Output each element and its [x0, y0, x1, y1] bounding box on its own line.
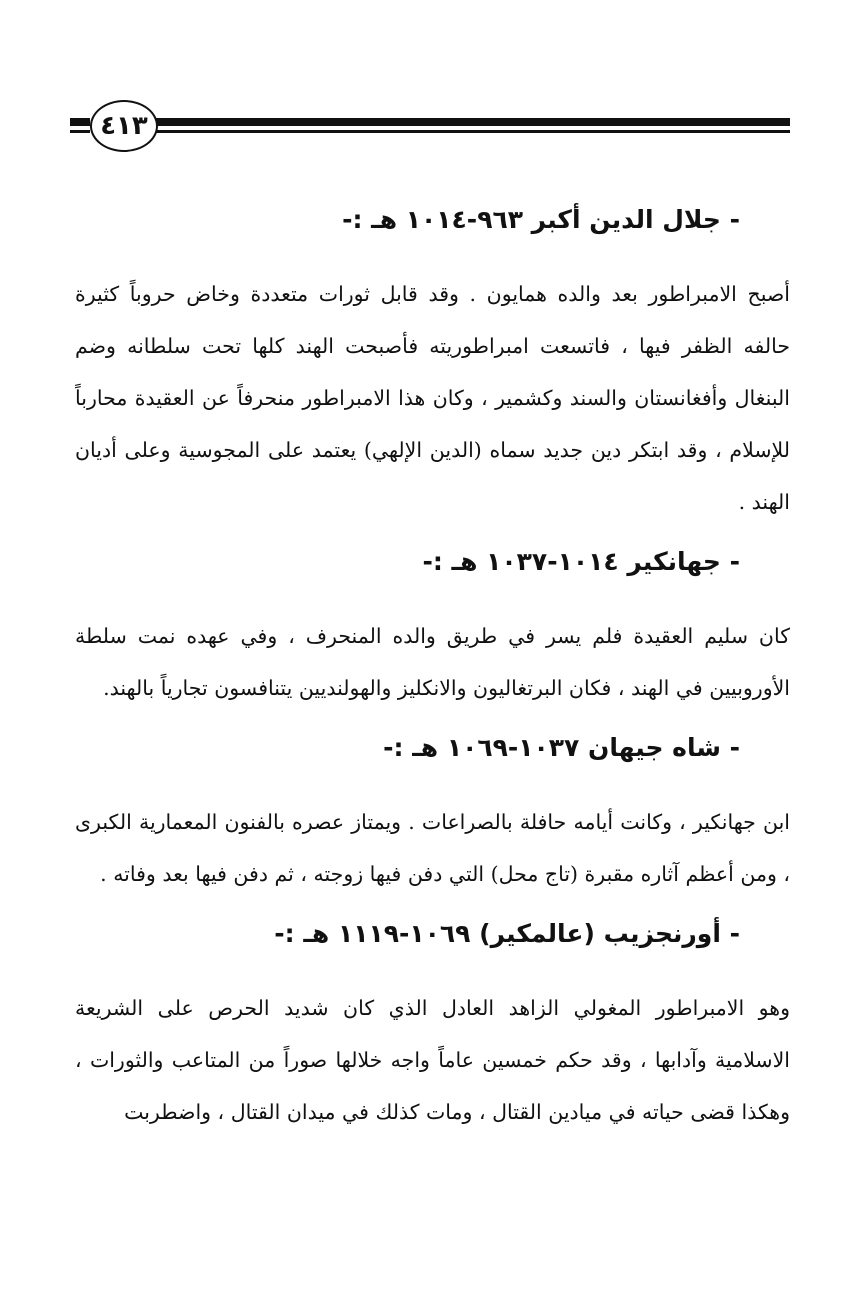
section-paragraph-shah-jahan: ابن جهانكير ، وكانت أيامه حافلة بالصراعات . ويمتاز عصره بالفنون المعمارية الكبرى ، ومن أعظم آثاره مقبرة (تاج محل) التي دفن فيها زوجته ، ثم دفن فيها بعد وفاته .: [75, 810, 790, 886]
section-paragraph-akbar: أصبح الامبراطور بعد والده همايون . وقد قابل ثورات متعددة وخاض حروباً كثيرة حالفه الظفر فيها ، فاتسعت امبراطوريته فأصبحت الهند كلها تحت سلطانه وضم البنغال وأفغانستان والسند وكشمير ، وكان هذا الامبراطور منحرفاً عن العقيدة محارباً للإسلام ، وقد ابتكر دين جديد سماه (الدين الإلهي) يعتمد على المجوسية وعلى أديان الهند .: [75, 282, 790, 514]
section-heading-jahangir: - جهانكير ١٠١٤-١٠٣٧ هـ :-: [422, 547, 740, 576]
page-header: [70, 100, 790, 160]
page-body: [75, 200, 790, 1138]
section-heading-aurangzeb: - أورنجزيب (عالمكير) ١٠٦٩-١١١٩ هـ :-: [274, 919, 740, 948]
section-paragraph-aurangzeb: وهو الامبراطور المغولي الزاهد العادل الذي كان شديد الحرص على الشريعة الاسلامية وآدابها ، وقد حكم خمسين عاماً واجه خلالها صوراً من المتاعب والثورات ، وهكذا قضى حياته في ميادين القتال ، ومات كذلك في ميدان القتال ، واضطربت: [75, 996, 790, 1124]
section-heading-akbar: - جلال الدين أكبر ٩٦٣-١٠١٤ هـ :-: [342, 205, 740, 234]
page-number: ٤١٣: [90, 100, 158, 152]
header-rule-left: [70, 118, 90, 126]
section-paragraph-jahangir: كان سليم العقيدة فلم يسر في طريق والده المنحرف ، وفي عهده نمت سلطة الأوروبيين في الهند ، فكان البرتغاليون والانكليز والهولنديين يتنافسون تجارياً بالهند.: [75, 624, 790, 700]
header-rule-thin: [150, 130, 790, 133]
header-rule: [150, 118, 790, 126]
section-heading-shah-jahan: - شاه جيهان ١٠٣٧-١٠٦٩ هـ :-: [383, 733, 740, 762]
header-rule-left-thin: [70, 130, 90, 133]
